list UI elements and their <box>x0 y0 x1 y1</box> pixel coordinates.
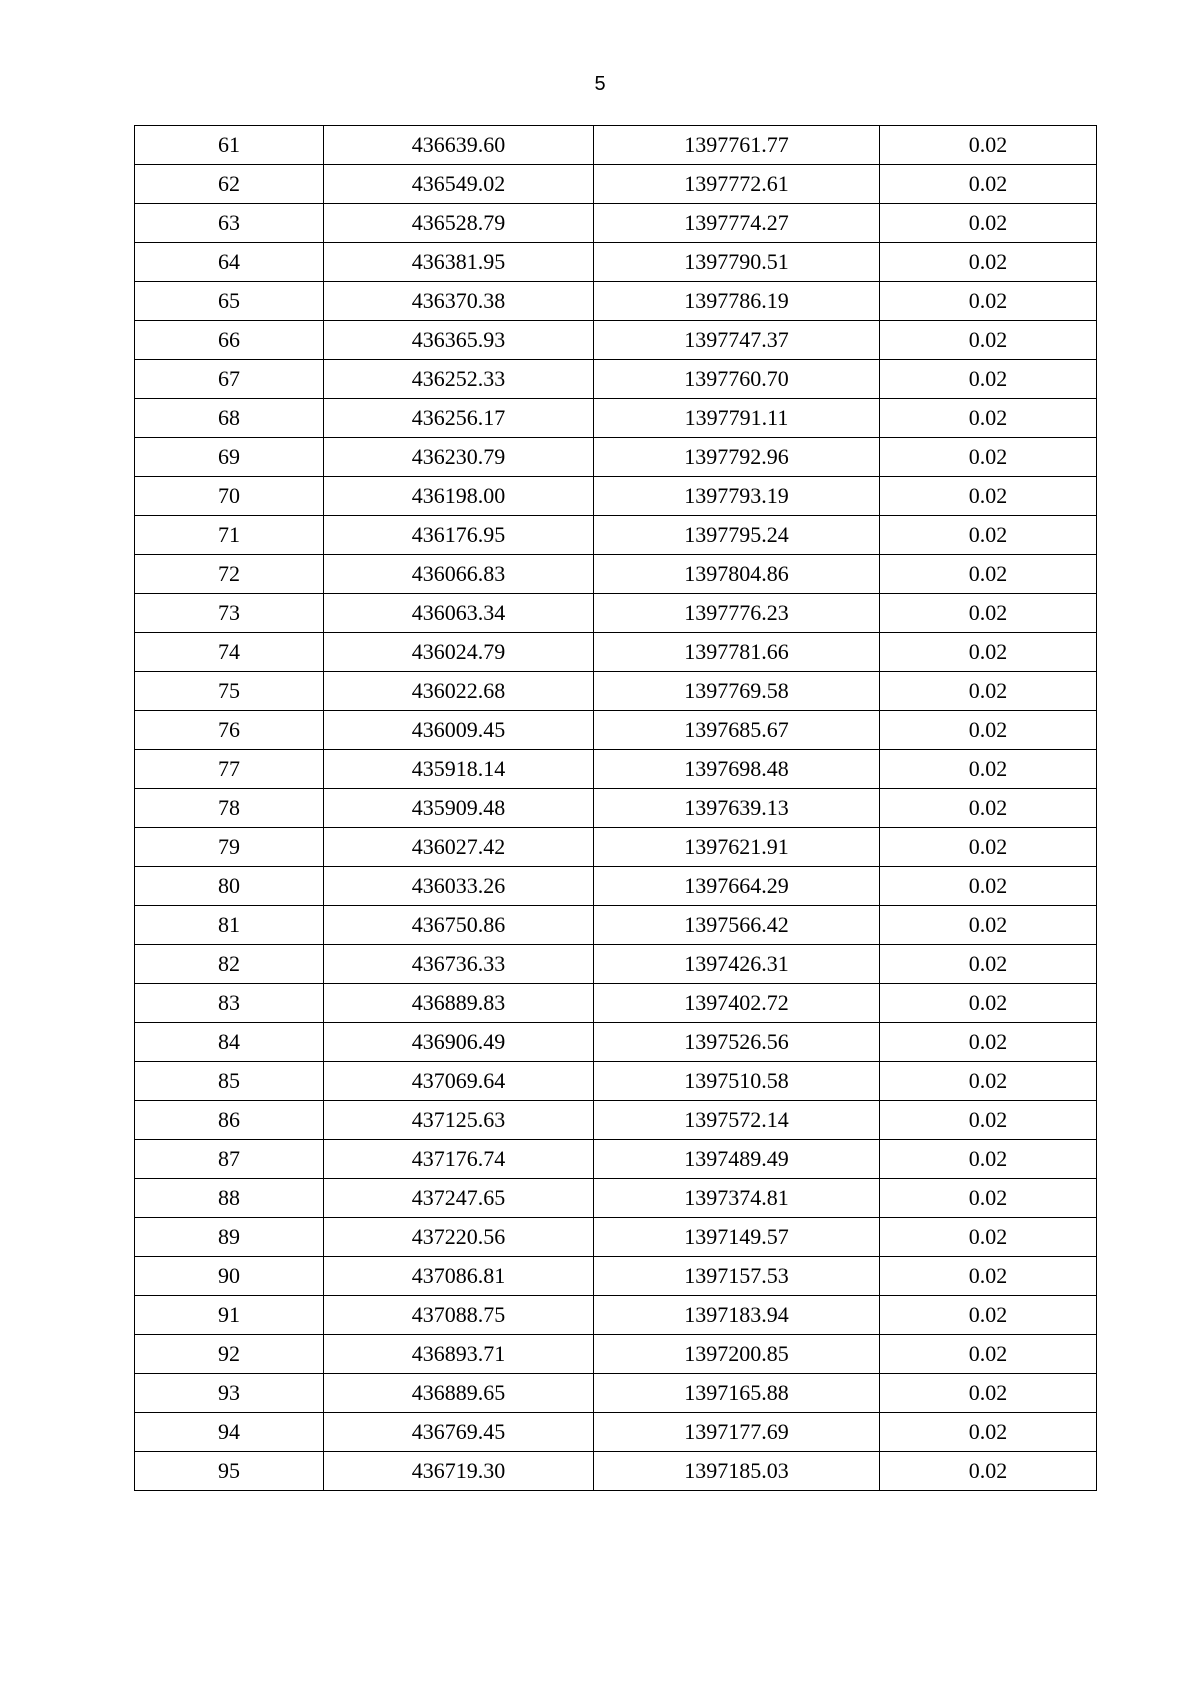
error-cell: 0.02 <box>880 399 1097 438</box>
point-number-cell: 69 <box>135 438 324 477</box>
x-coordinate-cell: 435918.14 <box>324 750 594 789</box>
x-coordinate-cell: 437176.74 <box>324 1140 594 1179</box>
x-coordinate-cell: 435909.48 <box>324 789 594 828</box>
x-coordinate-cell: 436750.86 <box>324 906 594 945</box>
point-number-cell: 64 <box>135 243 324 282</box>
y-coordinate-cell: 1397149.57 <box>594 1218 880 1257</box>
error-cell: 0.02 <box>880 672 1097 711</box>
point-number-cell: 91 <box>135 1296 324 1335</box>
y-coordinate-cell: 1397402.72 <box>594 984 880 1023</box>
x-coordinate-cell: 436889.65 <box>324 1374 594 1413</box>
error-cell: 0.02 <box>880 594 1097 633</box>
error-cell: 0.02 <box>880 126 1097 165</box>
table-row <box>135 438 1097 477</box>
x-coordinate-cell: 436024.79 <box>324 633 594 672</box>
error-cell: 0.02 <box>880 1452 1097 1491</box>
point-number-cell: 73 <box>135 594 324 633</box>
table-row <box>135 1140 1097 1179</box>
error-cell: 0.02 <box>880 165 1097 204</box>
table-row <box>135 1335 1097 1374</box>
x-coordinate-cell: 436906.49 <box>324 1023 594 1062</box>
y-coordinate-cell: 1397769.58 <box>594 672 880 711</box>
point-number-cell: 93 <box>135 1374 324 1413</box>
x-coordinate-cell: 437069.64 <box>324 1062 594 1101</box>
error-cell: 0.02 <box>880 1179 1097 1218</box>
table-row <box>135 750 1097 789</box>
error-cell: 0.02 <box>880 321 1097 360</box>
x-coordinate-cell: 436230.79 <box>324 438 594 477</box>
point-number-cell: 89 <box>135 1218 324 1257</box>
error-cell: 0.02 <box>880 282 1097 321</box>
error-cell: 0.02 <box>880 477 1097 516</box>
table-row <box>135 906 1097 945</box>
table-row <box>135 867 1097 906</box>
error-cell: 0.02 <box>880 1413 1097 1452</box>
x-coordinate-cell: 436022.68 <box>324 672 594 711</box>
x-coordinate-cell: 436769.45 <box>324 1413 594 1452</box>
error-cell: 0.02 <box>880 633 1097 672</box>
y-coordinate-cell: 1397760.70 <box>594 360 880 399</box>
table-row <box>135 1257 1097 1296</box>
y-coordinate-cell: 1397790.51 <box>594 243 880 282</box>
y-coordinate-cell: 1397698.48 <box>594 750 880 789</box>
error-cell: 0.02 <box>880 1062 1097 1101</box>
point-number-cell: 79 <box>135 828 324 867</box>
table-row <box>135 360 1097 399</box>
table-row <box>135 633 1097 672</box>
error-cell: 0.02 <box>880 1335 1097 1374</box>
x-coordinate-cell: 436009.45 <box>324 711 594 750</box>
error-cell: 0.02 <box>880 984 1097 1023</box>
table-row <box>135 555 1097 594</box>
table-row <box>135 945 1097 984</box>
error-cell: 0.02 <box>880 1374 1097 1413</box>
y-coordinate-cell: 1397572.14 <box>594 1101 880 1140</box>
point-number-cell: 80 <box>135 867 324 906</box>
table-row <box>135 1413 1097 1452</box>
y-coordinate-cell: 1397157.53 <box>594 1257 880 1296</box>
coordinates-table <box>134 125 1097 1491</box>
point-number-cell: 84 <box>135 1023 324 1062</box>
point-number-cell: 65 <box>135 282 324 321</box>
error-cell: 0.02 <box>880 945 1097 984</box>
y-coordinate-cell: 1397792.96 <box>594 438 880 477</box>
x-coordinate-cell: 436027.42 <box>324 828 594 867</box>
error-cell: 0.02 <box>880 750 1097 789</box>
point-number-cell: 74 <box>135 633 324 672</box>
x-coordinate-cell: 436639.60 <box>324 126 594 165</box>
table-row <box>135 282 1097 321</box>
x-coordinate-cell: 436252.33 <box>324 360 594 399</box>
table-row <box>135 204 1097 243</box>
x-coordinate-cell: 436370.38 <box>324 282 594 321</box>
page-number: 5 <box>594 73 606 95</box>
error-cell: 0.02 <box>880 243 1097 282</box>
point-number-cell: 63 <box>135 204 324 243</box>
table-row <box>135 516 1097 555</box>
table-row <box>135 1101 1097 1140</box>
error-cell: 0.02 <box>880 204 1097 243</box>
point-number-cell: 83 <box>135 984 324 1023</box>
y-coordinate-cell: 1397793.19 <box>594 477 880 516</box>
x-coordinate-cell: 436381.95 <box>324 243 594 282</box>
x-coordinate-cell: 436033.26 <box>324 867 594 906</box>
y-coordinate-cell: 1397510.58 <box>594 1062 880 1101</box>
x-coordinate-cell: 437247.65 <box>324 1179 594 1218</box>
x-coordinate-cell: 437220.56 <box>324 1218 594 1257</box>
y-coordinate-cell: 1397374.81 <box>594 1179 880 1218</box>
error-cell: 0.02 <box>880 1023 1097 1062</box>
y-coordinate-cell: 1397639.13 <box>594 789 880 828</box>
point-number-cell: 75 <box>135 672 324 711</box>
y-coordinate-cell: 1397772.61 <box>594 165 880 204</box>
error-cell: 0.02 <box>880 1296 1097 1335</box>
error-cell: 0.02 <box>880 828 1097 867</box>
error-cell: 0.02 <box>880 438 1097 477</box>
point-number-cell: 81 <box>135 906 324 945</box>
x-coordinate-cell: 437125.63 <box>324 1101 594 1140</box>
point-number-cell: 90 <box>135 1257 324 1296</box>
y-coordinate-cell: 1397774.27 <box>594 204 880 243</box>
x-coordinate-cell: 436066.83 <box>324 555 594 594</box>
x-coordinate-cell: 436549.02 <box>324 165 594 204</box>
y-coordinate-cell: 1397165.88 <box>594 1374 880 1413</box>
x-coordinate-cell: 436893.71 <box>324 1335 594 1374</box>
table-row <box>135 1023 1097 1062</box>
table-row <box>135 594 1097 633</box>
y-coordinate-cell: 1397426.31 <box>594 945 880 984</box>
x-coordinate-cell: 437086.81 <box>324 1257 594 1296</box>
error-cell: 0.02 <box>880 360 1097 399</box>
error-cell: 0.02 <box>880 516 1097 555</box>
x-coordinate-cell: 436528.79 <box>324 204 594 243</box>
y-coordinate-cell: 1397747.37 <box>594 321 880 360</box>
table-row <box>135 672 1097 711</box>
x-coordinate-cell: 436719.30 <box>324 1452 594 1491</box>
point-number-cell: 82 <box>135 945 324 984</box>
error-cell: 0.02 <box>880 1218 1097 1257</box>
point-number-cell: 76 <box>135 711 324 750</box>
y-coordinate-cell: 1397804.86 <box>594 555 880 594</box>
x-coordinate-cell: 436736.33 <box>324 945 594 984</box>
table-row <box>135 1452 1097 1491</box>
table-row <box>135 984 1097 1023</box>
point-number-cell: 77 <box>135 750 324 789</box>
point-number-cell: 86 <box>135 1101 324 1140</box>
error-cell: 0.02 <box>880 867 1097 906</box>
y-coordinate-cell: 1397761.77 <box>594 126 880 165</box>
error-cell: 0.02 <box>880 711 1097 750</box>
y-coordinate-cell: 1397489.49 <box>594 1140 880 1179</box>
error-cell: 0.02 <box>880 555 1097 594</box>
point-number-cell: 72 <box>135 555 324 594</box>
error-cell: 0.02 <box>880 1140 1097 1179</box>
x-coordinate-cell: 436256.17 <box>324 399 594 438</box>
point-number-cell: 95 <box>135 1452 324 1491</box>
y-coordinate-cell: 1397621.91 <box>594 828 880 867</box>
point-number-cell: 88 <box>135 1179 324 1218</box>
table-row <box>135 711 1097 750</box>
x-coordinate-cell: 436198.00 <box>324 477 594 516</box>
y-coordinate-cell: 1397526.56 <box>594 1023 880 1062</box>
point-number-cell: 78 <box>135 789 324 828</box>
point-number-cell: 61 <box>135 126 324 165</box>
point-number-cell: 71 <box>135 516 324 555</box>
point-number-cell: 70 <box>135 477 324 516</box>
y-coordinate-cell: 1397776.23 <box>594 594 880 633</box>
error-cell: 0.02 <box>880 1257 1097 1296</box>
error-cell: 0.02 <box>880 789 1097 828</box>
table-row <box>135 1062 1097 1101</box>
table-row <box>135 1179 1097 1218</box>
point-number-cell: 68 <box>135 399 324 438</box>
y-coordinate-cell: 1397781.66 <box>594 633 880 672</box>
error-cell: 0.02 <box>880 1101 1097 1140</box>
y-coordinate-cell: 1397566.42 <box>594 906 880 945</box>
table-row <box>135 828 1097 867</box>
table-row <box>135 477 1097 516</box>
table-row <box>135 243 1097 282</box>
point-number-cell: 94 <box>135 1413 324 1452</box>
y-coordinate-cell: 1397177.69 <box>594 1413 880 1452</box>
table-row <box>135 1296 1097 1335</box>
point-number-cell: 66 <box>135 321 324 360</box>
table-row <box>135 399 1097 438</box>
y-coordinate-cell: 1397185.03 <box>594 1452 880 1491</box>
x-coordinate-cell: 437088.75 <box>324 1296 594 1335</box>
table-row <box>135 126 1097 165</box>
table-row <box>135 165 1097 204</box>
y-coordinate-cell: 1397791.11 <box>594 399 880 438</box>
point-number-cell: 87 <box>135 1140 324 1179</box>
x-coordinate-cell: 436889.83 <box>324 984 594 1023</box>
table-row <box>135 1218 1097 1257</box>
table-row <box>135 789 1097 828</box>
y-coordinate-cell: 1397786.19 <box>594 282 880 321</box>
table-row <box>135 1374 1097 1413</box>
y-coordinate-cell: 1397795.24 <box>594 516 880 555</box>
y-coordinate-cell: 1397685.67 <box>594 711 880 750</box>
error-cell: 0.02 <box>880 906 1097 945</box>
point-number-cell: 92 <box>135 1335 324 1374</box>
x-coordinate-cell: 436176.95 <box>324 516 594 555</box>
y-coordinate-cell: 1397183.94 <box>594 1296 880 1335</box>
point-number-cell: 62 <box>135 165 324 204</box>
table-row <box>135 321 1097 360</box>
point-number-cell: 67 <box>135 360 324 399</box>
x-coordinate-cell: 436063.34 <box>324 594 594 633</box>
table-body <box>135 126 1097 1491</box>
y-coordinate-cell: 1397664.29 <box>594 867 880 906</box>
x-coordinate-cell: 436365.93 <box>324 321 594 360</box>
y-coordinate-cell: 1397200.85 <box>594 1335 880 1374</box>
point-number-cell: 85 <box>135 1062 324 1101</box>
